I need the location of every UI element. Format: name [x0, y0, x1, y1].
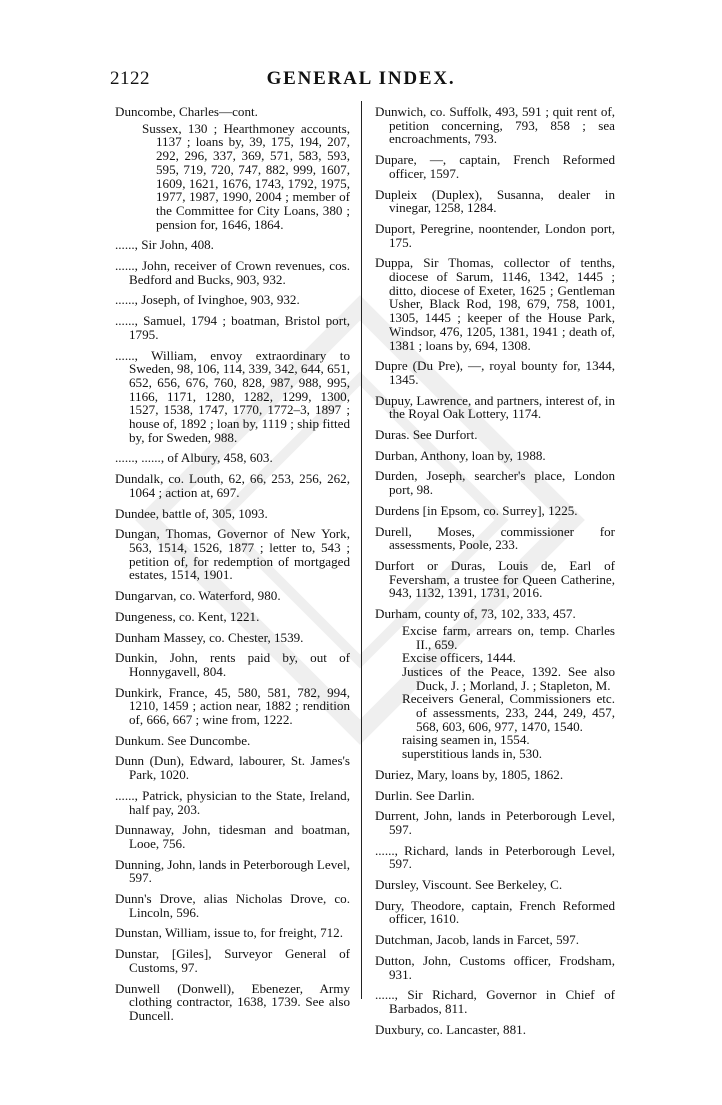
index-entry: Dunkirk, France, 45, 580, 581, 782, 994, 1210, 1459 ; action near, 1882 ; rendition of, 666, 667 ; wine from, 1222. — [115, 684, 350, 728]
index-entry: Duppa, Sir Thomas, collector of tenths, diocese of Sarum, 1146, 1342, 1445 ; ditto, diocese of Exeter, 1625 ; Gentleman Usher, Black Rod, 198, 679, 758, 1001, 1305, 1445 ; keeper of the House Park, Windsor, 476, 1205, 1381, 1941 ; death of, 1381 ; loans by, 694, 1308. — [375, 255, 615, 353]
index-subentry: raising seamen in, 1554. — [402, 732, 530, 748]
page-number: 2122 — [110, 68, 150, 89]
index-entry: ......, Sir John, 408. — [115, 237, 214, 253]
index-entry: Duncombe, Charles—cont. — [115, 104, 258, 119]
index-entry: Dupleix (Duplex), Susanna, dealer in vinegar, 1258, 1284. — [375, 186, 615, 216]
left-column — [115, 105, 350, 1030]
index-entry: ......, Joseph, of Ivinghoe, 903, 932. — [115, 292, 300, 308]
index-entry: Dunstan, William, issue to, for freight, 712. — [115, 925, 343, 941]
index-entry: ......, Patrick, physician to the State, Ireland, half pay, 203. — [115, 787, 350, 817]
index-entry: Dupuy, Lawrence, and partners, interest of, in the Royal Oak Lottery, 1174. — [375, 392, 615, 422]
page-header — [0, 68, 722, 96]
index-subentry: superstitious lands in, 530. — [402, 746, 543, 762]
index-entry: ......, Richard, lands in Peterborough Level, 597. — [375, 842, 615, 872]
index-entry: Dunnaway, John, tidesman and boatman, Looe, 756. — [115, 822, 350, 851]
index-subentry: Excise farm, arrears on, temp. Charles II., 659. — [402, 622, 615, 652]
index-entry: Dunham Massey, co. Chester, 1539. — [115, 629, 304, 645]
index-entry: Dundee, battle of, 305, 1093. — [115, 505, 268, 521]
index-entry: Dutchman, Jacob, lands in Farcet, 597. — [375, 932, 579, 948]
index-entry: Dutton, John, Customs officer, Frodsham, 931. — [375, 952, 615, 982]
right-column — [375, 105, 615, 1043]
index-entry: Duport, Peregrine, noontender, London port, 175. — [375, 220, 615, 250]
index-entry: Dunwich, co. Suffolk, 493, 591 ; quit rent of, petition concerning, 793, 858 ; sea encroachments, 793. — [375, 104, 615, 147]
index-entry: ......, William, envoy extraordinary to Sweden, 98, 106, 114, 339, 342, 644, 651, 652, 656, 676, 760, 828, 987, 988, 995, 1166, 1171, 1280, 1282, 1299, 1300, 1527, 1538, 1747, 1770, 1772–3, 1897 ; house of, 1892 ; loan by, 1119 ; ship fitted by, for Sweden, 988. — [115, 347, 351, 445]
index-entry: Dunn's Drove, alias Nicholas Drove, co. Lincoln, 596. — [115, 891, 350, 920]
index-entry: Dunstar, [Giles], Surveyor General of Customs, 97. — [115, 946, 350, 975]
index-entry: Dury, Theodore, captain, French Reformed officer, 1610. — [375, 897, 615, 927]
index-entry: Dunkin, John, rents paid by, out of Honnygavell, 804. — [115, 650, 350, 679]
index-entry: Durdens [in Epsom, co. Surrey], 1225. — [375, 502, 578, 518]
index-entry: Dupare, —, captain, French Reformed officer, 1597. — [375, 152, 615, 181]
index-entry: Durell, Moses, commissioner for assessments, Poole, 233. — [375, 523, 615, 553]
index-entry: Durlin. See Darlin. — [375, 787, 475, 803]
index-entry: Dungarvan, co. Waterford, 980. — [115, 588, 281, 604]
index-entry: ......, John, receiver of Crown revenues, cos. Bedford and Bucks, 903, 932. — [115, 258, 350, 287]
index-entry: Duriez, Mary, loans by, 1805, 1862. — [375, 766, 564, 782]
index-subentry: Receivers General, Commissioners etc. of assessments, 233, 244, 249, 457, 568, 603, 606, 977, 1470, 1540. — [402, 691, 615, 734]
index-entry: Dunkum. See Duncombe. — [115, 732, 251, 748]
index-entry: ......, ......, of Albury, 458, 603. — [115, 450, 273, 466]
index-subentry: Justices of the Peace, 1392. See also Duck, J. ; Morland, J. ; Stapleton, M. — [402, 663, 615, 693]
index-subentry: Sussex, 130 ; Hearthmoney accounts, 1137 ; loans by, 39, 175, 194, 207, 292, 296, 337, 369, 571, 583, 593, 595, 719, 720, 747, 882, 999, 1607, 1609, 1621, 1676, 1743, 1792, 1975, 1977, 1987, 1990, 2004 ; member of the Committee for City Loans, 380 ; pension for, 1646, 1864. — [142, 120, 350, 232]
index-entry: Dundalk, co. Louth, 62, 66, 253, 256, 262, 1064 ; action at, 697. — [115, 471, 350, 500]
index-entry: Dungeness, co. Kent, 1221. — [115, 608, 260, 624]
column-divider — [361, 101, 362, 999]
index-entry: Durham, county of, 73, 102, 333, 457. — [375, 606, 576, 622]
index-subentry: Excise officers, 1444. — [402, 650, 516, 666]
index-entry: Duxbury, co. Lancaster, 881. — [375, 1021, 526, 1037]
index-entry: Dupre (Du Pre), —, royal bounty for, 1344, 1345. — [375, 358, 615, 387]
index-entry: Dunwell (Donwell), Ebenezer, Army clothing contractor, 1638, 1739. See also Duncell. — [115, 980, 350, 1023]
index-entry: Durfort or Duras, Louis de, Earl of Feversham, a trustee for Queen Catherine, 943, 1132, 1391, 1731, 2016. — [375, 557, 615, 601]
index-entry: Duras. See Durfort. — [375, 427, 478, 443]
index-entry: Dunn (Dun), Edward, labourer, St. James's Park, 1020. — [115, 753, 350, 783]
index-entry: Dursley, Viscount. See Berkeley, C. — [375, 877, 563, 893]
running-title: GENERAL INDEX. — [266, 68, 456, 89]
index-entry: Dunning, John, lands in Peterborough Level, 597. — [115, 856, 350, 886]
index-entry: ......, Samuel, 1794 ; boatman, Bristol port, 1795. — [115, 313, 350, 342]
index-entry: Durrent, John, lands in Peterborough Level, 597. — [375, 808, 615, 837]
index-entry: Durban, Anthony, loan by, 1988. — [375, 447, 546, 463]
index-entry: Durden, Joseph, searcher's place, London port, 98. — [375, 468, 615, 498]
index-entry: ......, Sir Richard, Governor in Chief of Barbados, 811. — [375, 987, 615, 1016]
index-entry: Dungan, Thomas, Governor of New York, 563, 1514, 1526, 1877 ; letter to, 543 ; petition of, for redemption of mortgaged estates, 1514, 1901. — [115, 526, 350, 583]
